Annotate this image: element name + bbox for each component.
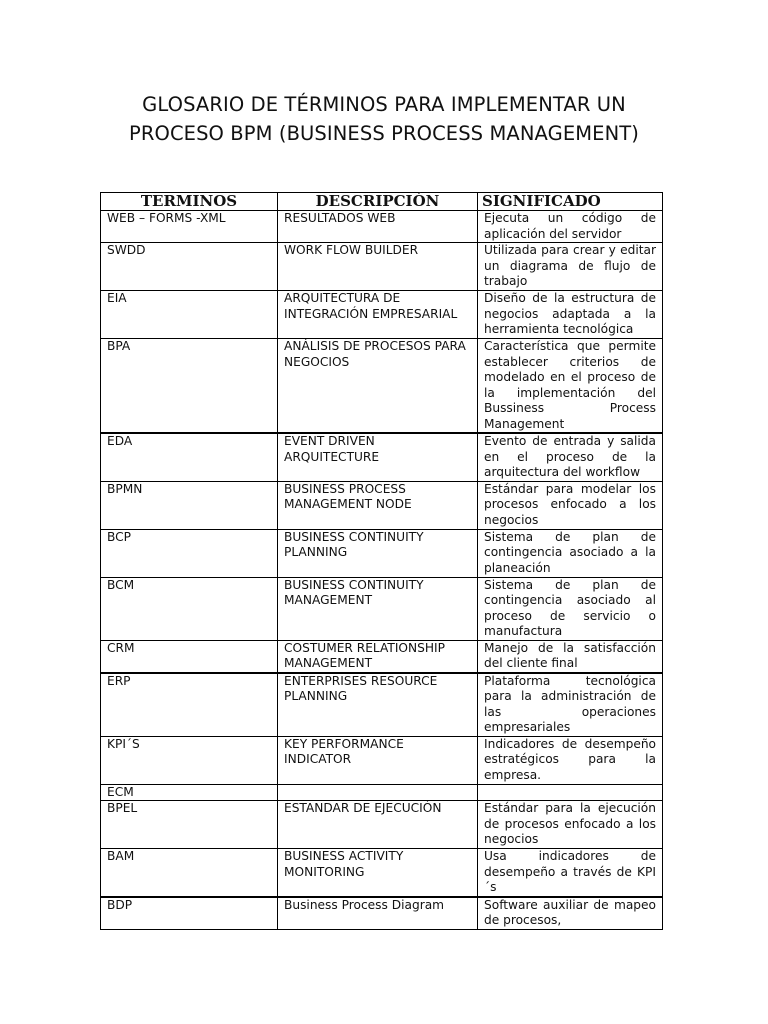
header-descripcion: DESCRIPCIÓN [278, 193, 478, 211]
table-row [101, 673, 663, 737]
description-cell: BUSINESS ACTIVITY MONITORING [278, 849, 478, 897]
term-cell: BPEL [101, 801, 278, 849]
description-cell: ESTANDAR DE EJECUCIÓN [278, 801, 478, 849]
table-row [101, 849, 663, 897]
term-cell: SWDD [101, 243, 278, 291]
description-cell: ANÁLISIS DE PROCESOS PARA NEGOCIOS [278, 339, 478, 434]
term-cell: BCM [101, 577, 278, 640]
title-line-1: GLOSARIO DE TÉRMINOS PARA IMPLEMENTAR UN [142, 93, 626, 116]
document-title [60, 90, 708, 148]
meaning-cell: Sistema de plan de contingencia asociado a la planeación [478, 529, 663, 577]
term-cell: BPA [101, 339, 278, 434]
meaning-cell: Plataforma tecnológica para la administración de las operaciones empresariales [478, 673, 663, 737]
description-cell: BUSINESS CONTINUITY MANAGEMENT [278, 577, 478, 640]
table-row [101, 211, 663, 243]
table-row [101, 291, 663, 339]
term-cell: ECM [101, 784, 278, 801]
term-cell: KPI´S [101, 736, 278, 784]
table-row [101, 784, 663, 801]
description-cell: BUSINESS CONTINUITY PLANNING [278, 529, 478, 577]
table-row [101, 529, 663, 577]
description-cell: BUSINESS PROCESS MANAGEMENT NODE [278, 481, 478, 529]
description-cell: WORK FLOW BUILDER [278, 243, 478, 291]
title-line-2: PROCESO BPM (BUSINESS PROCESS MANAGEMENT) [128, 122, 639, 145]
meaning-cell: Estándar para modelar los procesos enfocado a los negocios [478, 481, 663, 529]
term-cell: CRM [101, 640, 278, 673]
table-row [101, 577, 663, 640]
term-cell: BCP [101, 529, 278, 577]
table-row [101, 801, 663, 849]
meaning-cell [478, 784, 663, 801]
description-cell: KEY PERFORMANCE INDICATOR [278, 736, 478, 784]
meaning-cell: Indicadores de desempeño estratégicos para la empresa. [478, 736, 663, 784]
meaning-cell: Característica que permite establecer criterios de modelado en el proceso de la implementación del Bussiness Process Management [478, 339, 663, 434]
table-row [101, 481, 663, 529]
meaning-cell: Diseño de la estructura de negocios adaptada a la herramienta tecnológica [478, 291, 663, 339]
table-row [101, 897, 663, 930]
term-cell: WEB – FORMS -XML [101, 211, 278, 243]
description-cell: ARQUITECTURA DE INTEGRACIÓN EMPRESARIAL [278, 291, 478, 339]
table-row [101, 243, 663, 291]
header-significado: SIGNIFICADO [478, 193, 663, 211]
term-cell: EIA [101, 291, 278, 339]
description-cell [278, 784, 478, 801]
meaning-cell: Ejecuta un código de aplicación del servidor [478, 211, 663, 243]
table-row [101, 640, 663, 673]
term-cell: ERP [101, 673, 278, 737]
meaning-cell: Manejo de la satisfacción del cliente final [478, 640, 663, 673]
description-cell: ENTERPRISES RESOURCE PLANNING [278, 673, 478, 737]
header-terminos: TERMINOS [101, 193, 278, 211]
meaning-cell: Sistema de plan de contingencia asociado al proceso de servicio o manufactura [478, 577, 663, 640]
term-cell: BPMN [101, 481, 278, 529]
term-cell: BAM [101, 849, 278, 897]
meaning-cell: Estándar para la ejecución de procesos enfocado a los negocios [478, 801, 663, 849]
term-cell: EDA [101, 433, 278, 481]
meaning-cell: Usa indicadores de desempeño a través de KPI´s [478, 849, 663, 897]
description-cell: EVENT DRIVEN ARQUITECTURE [278, 433, 478, 481]
description-cell: RESULTADOS WEB [278, 211, 478, 243]
table-row [101, 736, 663, 784]
description-cell: COSTUMER RELATIONSHIP MANAGEMENT [278, 640, 478, 673]
meaning-cell: Utilizada para crear y editar un diagrama de flujo de trabajo [478, 243, 663, 291]
meaning-cell: Evento de entrada y salida en el proceso de la arquitectura del workflow [478, 433, 663, 481]
glossary-table [100, 192, 663, 930]
meaning-cell: Software auxiliar de mapeo de procesos, [478, 897, 663, 930]
table-header-row [101, 193, 663, 211]
term-cell: BDP [101, 897, 278, 930]
table-row [101, 339, 663, 434]
table-row [101, 433, 663, 481]
description-cell: Business Process Diagram [278, 897, 478, 930]
